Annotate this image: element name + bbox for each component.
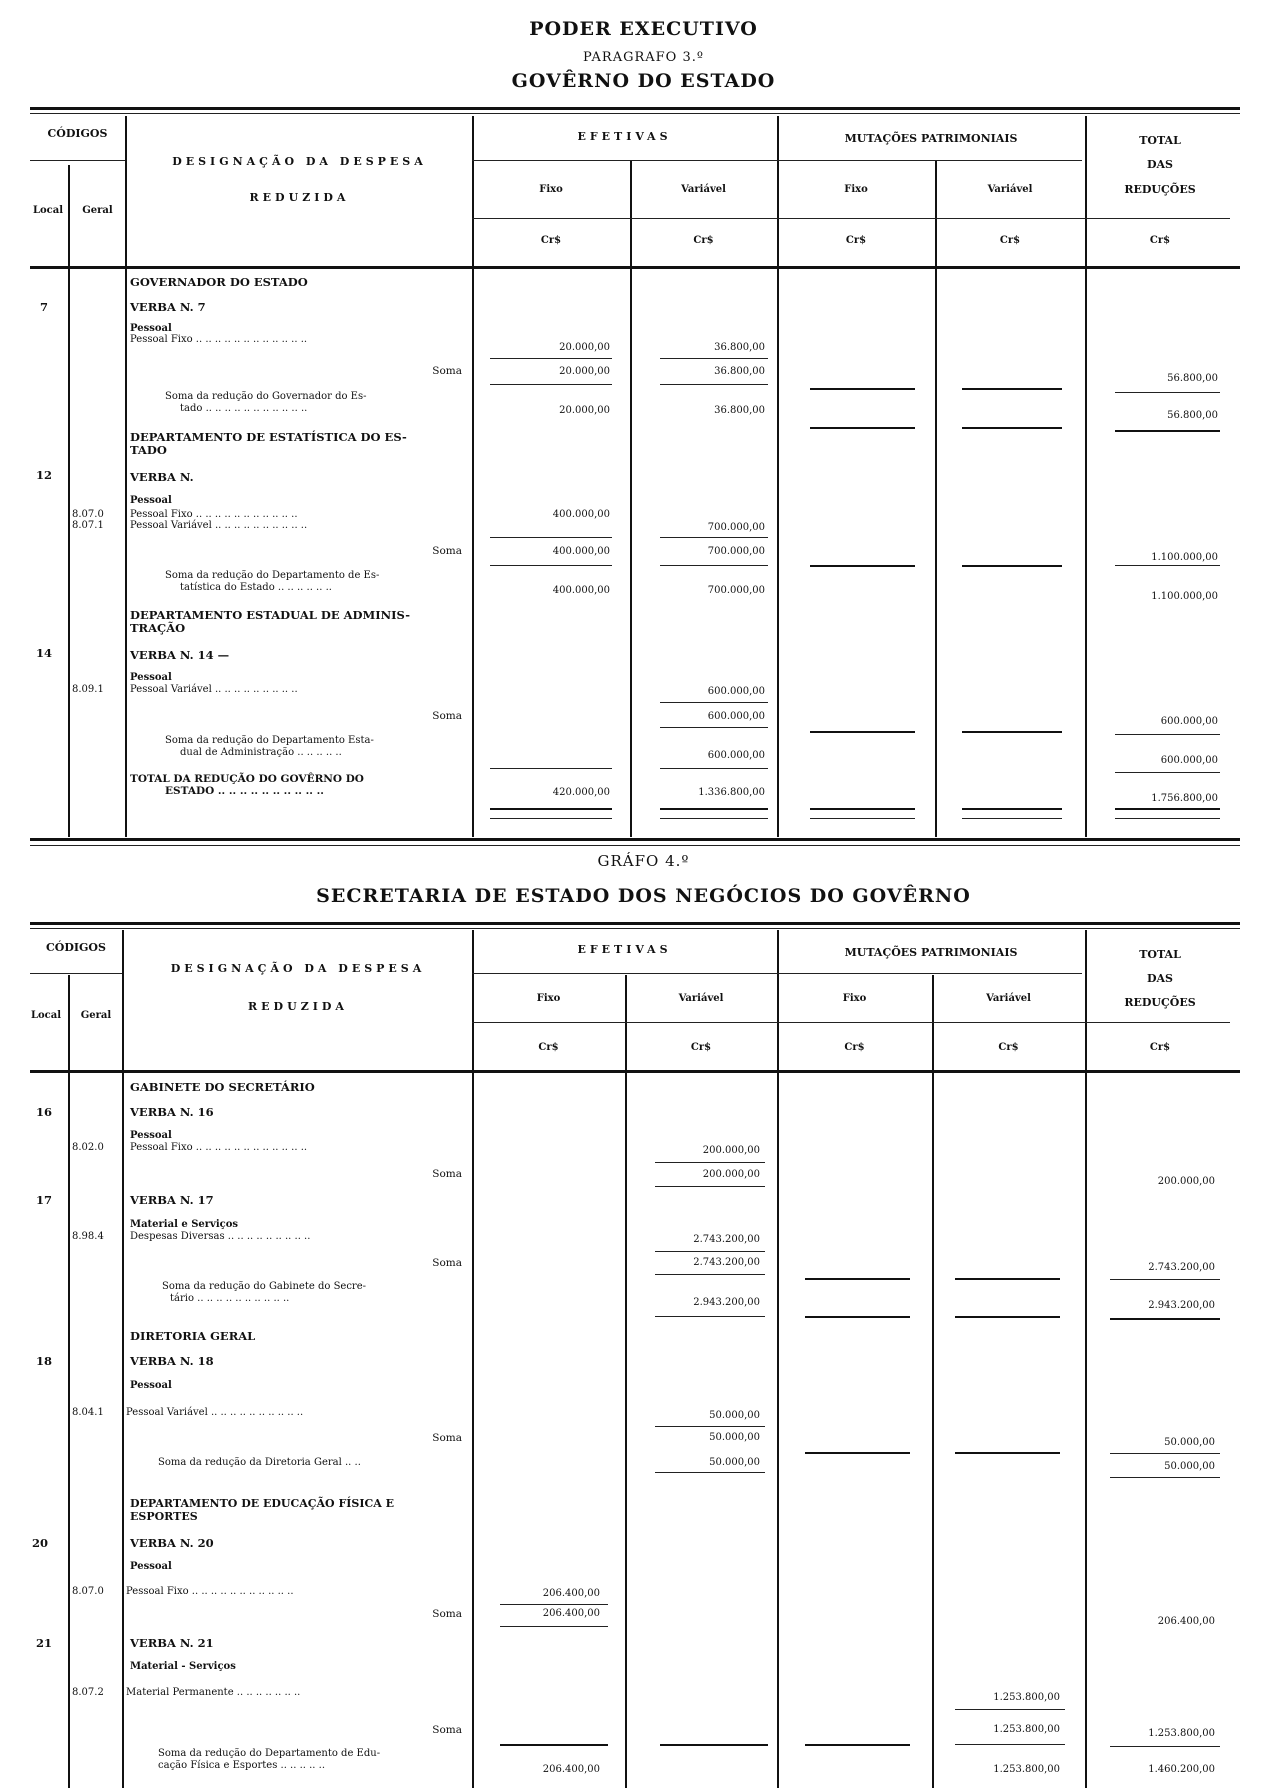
currency-label: Cr$ (538, 1042, 559, 1053)
col-mp-variavel: Variável (986, 993, 1031, 1004)
currency-label: Cr$ (1149, 235, 1171, 246)
col-reduzida: REDUZIDA (248, 1000, 348, 1013)
sum-rule (1110, 1453, 1220, 1454)
soma-label: Soma (432, 365, 462, 377)
line-item: Pessoal Fixo .. .. .. .. .. .. .. .. .. .. .. .. (130, 1142, 308, 1153)
sum-rule (500, 1604, 608, 1605)
total-rule (1115, 430, 1220, 432)
col-rule (125, 116, 127, 837)
col-total: TOTAL (1139, 134, 1181, 147)
page-title: PODER EXECUTIVO (529, 18, 758, 40)
value: 50.000,00 (709, 1457, 760, 1468)
blank-rule (805, 1744, 910, 1746)
value: 600.000,00 (1160, 755, 1218, 766)
col-ef-variavel: Variável (678, 993, 724, 1004)
table1-bottom-rule (30, 838, 1240, 841)
value: 400.000,00 (552, 546, 610, 557)
verba-label: VERBA N. 7 (130, 300, 206, 314)
col-local: Local (30, 1010, 62, 1021)
subtotal-label: dual de Administração .. .. .. .. .. (180, 747, 342, 758)
sum-rule (500, 1626, 608, 1627)
value: 200.000,00 (702, 1169, 760, 1180)
value: 206.400,00 (542, 1608, 600, 1619)
currency-label: Cr$ (1149, 1042, 1171, 1053)
blank-rule (660, 1744, 768, 1746)
total-rule (1115, 808, 1220, 810)
col-codigos: CÓDIGOS (47, 127, 108, 140)
sum-rule (1115, 565, 1220, 566)
geral-code: 8.04.1 (72, 1407, 104, 1418)
value: 206.400,00 (542, 1588, 600, 1599)
value: 420.000,00 (552, 787, 610, 798)
col-reduzida: REDUZIDA (249, 191, 350, 204)
section-heading: ESPORTES (130, 1510, 198, 1523)
sum-rule (660, 727, 768, 728)
sum-rule (955, 1709, 1065, 1710)
col-efetivas: EFETIVAS (577, 130, 672, 143)
col-rule (935, 160, 937, 837)
blank-rule (962, 427, 1062, 429)
soma-label: Soma (432, 1257, 462, 1269)
value: 600.000,00 (707, 711, 765, 722)
value: 56.800,00 (1167, 373, 1218, 384)
geral-code: 8.07.1 (72, 520, 104, 531)
line-item: Despesas Diversas .. .. .. .. .. .. .. .. .. (130, 1231, 311, 1242)
section-heading: TADO (130, 443, 167, 457)
subtotal-label: cação Física e Esportes .. .. .. .. .. (158, 1760, 326, 1771)
col-rule (68, 165, 70, 837)
value: 400.000,00 (552, 509, 610, 520)
verba-code: 16 (36, 1105, 53, 1119)
soma-label: Soma (432, 1724, 462, 1736)
total-rule (490, 818, 612, 819)
blank-rule (955, 1278, 1060, 1280)
sum-rule (490, 537, 612, 538)
verba-label: VERBA N. 18 (130, 1354, 214, 1368)
value: 1.460.200,00 (1148, 1764, 1215, 1775)
value: 200.000,00 (1157, 1176, 1215, 1187)
section-heading: GOVERNADOR DO ESTADO (130, 275, 308, 289)
col-geral: Geral (82, 205, 113, 216)
total-rule (660, 808, 768, 810)
col-reducoes: REDUÇÕES (1124, 183, 1196, 196)
geral-code: 8.02.0 (72, 1142, 104, 1153)
col-rule (472, 160, 1082, 161)
line-item: Pessoal Variável .. .. .. .. .. .. .. .. .. (130, 684, 298, 695)
geral-code: 8.07.0 (72, 509, 104, 520)
blank-rule (810, 388, 915, 390)
table2-header-rule (30, 1070, 1240, 1073)
col-mp-fixo: Fixo (844, 184, 868, 195)
section-title-1: GOVÊRNO DO ESTADO (511, 70, 776, 92)
col-rule (472, 973, 1082, 974)
section-title-2: SECRETARIA DE ESTADO DOS NEGÓCIOS DO GOVÊRNO (316, 885, 971, 907)
line-item: Pessoal Fixo .. .. .. .. .. .. .. .. .. .. .. .. (130, 334, 308, 345)
value: 1.253.800,00 (993, 1692, 1060, 1703)
line-item: Pessoal Variável .. .. .. .. .. .. .. .. .. .. (130, 520, 308, 531)
col-rule (777, 116, 779, 837)
category-label: Pessoal (130, 672, 172, 683)
sum-rule (655, 1251, 765, 1252)
sum-rule (490, 768, 612, 769)
sum-rule (655, 1472, 765, 1473)
category-label: Pessoal (130, 323, 172, 334)
line-item: Material Permanente .. .. .. .. .. .. .. (126, 1687, 301, 1698)
verba-code: 14 (36, 646, 53, 660)
sum-rule (660, 702, 768, 703)
col-rule (625, 975, 627, 1788)
col-rule (1085, 930, 1087, 1788)
geral-code: 8.07.2 (72, 1687, 104, 1698)
sum-rule (1115, 772, 1220, 773)
category-label: Pessoal (130, 1380, 172, 1391)
value: 200.000,00 (702, 1145, 760, 1156)
value: 600.000,00 (707, 750, 765, 761)
category-label: Material e Serviços (130, 1219, 239, 1230)
col-local: Local (32, 205, 64, 216)
col-rule (777, 930, 779, 1788)
col-ef-fixo: Fixo (536, 993, 561, 1004)
grafo-title: GRÁFO 4.º (597, 852, 690, 870)
sum-rule (1110, 1279, 1220, 1280)
verba-label: VERBA N. 20 (130, 1536, 214, 1550)
col-mutacoes: MUTAÇÕES PATRIMONIAIS (844, 946, 1018, 959)
value: 36.800,00 (714, 405, 765, 416)
value: 1.336.800,00 (698, 787, 765, 798)
sum-rule (660, 358, 768, 359)
sum-rule (1110, 1746, 1220, 1747)
col-geral: Geral (80, 1010, 112, 1021)
total-rule (1110, 1318, 1220, 1320)
line-item: Pessoal Fixo .. .. .. .. .. .. .. .. .. .. .. (130, 509, 298, 520)
col-rule (68, 975, 70, 1788)
soma-label: Soma (432, 1432, 462, 1444)
sum-rule (955, 1744, 1065, 1745)
currency-label: Cr$ (845, 235, 867, 246)
value: 1.100.000,00 (1151, 591, 1218, 602)
col-rule (30, 160, 125, 161)
value: 2.943.200,00 (1148, 1300, 1215, 1311)
subtotal-label: tário .. .. .. .. .. .. .. .. .. .. (170, 1293, 290, 1304)
value: 600.000,00 (707, 686, 765, 697)
value: 36.800,00 (714, 342, 765, 353)
total-rule (490, 808, 612, 810)
paragrafo: PARAGRAFO 3.º (582, 50, 704, 65)
value: 2.743.200,00 (693, 1257, 760, 1268)
blank-rule (805, 1452, 910, 1454)
currency-label: Cr$ (999, 235, 1021, 246)
verba-code: 20 (32, 1536, 49, 1550)
total-rule (962, 818, 1062, 819)
value: 1.253.800,00 (993, 1764, 1060, 1775)
geral-code: 8.09.1 (72, 684, 104, 695)
sum-rule (660, 384, 768, 385)
geral-code: 8.98.4 (72, 1231, 104, 1242)
table1-header-rule (30, 266, 1240, 269)
category-label: Material - Serviços (130, 1661, 236, 1672)
value: 1.253.800,00 (993, 1724, 1060, 1735)
col-rule (472, 1022, 1230, 1023)
verba-code: 12 (36, 468, 53, 482)
value: 600.000,00 (1160, 716, 1218, 727)
value: 50.000,00 (709, 1432, 760, 1443)
verba-label: VERBA N. 14 — (130, 648, 230, 662)
blank-rule (805, 1316, 910, 1318)
subtotal-label: Soma da redução da Diretoria Geral .. .. (158, 1457, 361, 1468)
sum-rule (660, 537, 768, 538)
table2-top-rule (30, 922, 1240, 925)
soma-label: Soma (432, 710, 462, 722)
col-reducoes: REDUÇÕES (1124, 996, 1196, 1009)
value: 56.800,00 (1167, 410, 1218, 421)
value: 1.756.800,00 (1151, 793, 1218, 804)
blank-rule (810, 565, 915, 567)
currency-label: Cr$ (540, 235, 562, 246)
section-heading: TRAÇÃO (130, 621, 186, 635)
sum-rule (655, 1274, 765, 1275)
soma-label: Soma (432, 1168, 462, 1180)
grand-total-label: ESTADO .. .. .. .. .. .. .. .. .. .. (165, 785, 324, 797)
col-rule (472, 116, 474, 837)
line-item: Pessoal Fixo .. .. .. .. .. .. .. .. .. .. .. (126, 1586, 294, 1597)
value: 20.000,00 (559, 405, 610, 416)
total-rule (810, 808, 915, 810)
value: 1.253.800,00 (1148, 1728, 1215, 1739)
sum-rule (655, 1162, 765, 1163)
verba-code: 17 (36, 1193, 53, 1207)
value: 700.000,00 (707, 522, 765, 533)
verba-label: VERBA N. 16 (130, 1105, 214, 1119)
value: 50.000,00 (1164, 1437, 1215, 1448)
geral-code: 8.07.0 (72, 1586, 104, 1597)
verba-label: VERBA N. 17 (130, 1193, 214, 1207)
sum-rule (1110, 1477, 1220, 1478)
subtotal-label: Soma da redução do Departamento de Edu- (158, 1748, 381, 1759)
table2-top-rule-thin (30, 928, 1240, 929)
blank-rule (962, 565, 1062, 567)
col-ef-fixo: Fixo (539, 184, 563, 195)
total-rule (660, 818, 768, 819)
col-designacao: DESIGNAÇÃO DA DESPESA (172, 155, 427, 168)
sum-rule (490, 384, 612, 385)
value: 2.743.200,00 (693, 1234, 760, 1245)
sum-rule (660, 768, 768, 769)
table1-top-rule-thin (30, 113, 1240, 114)
blank-rule (810, 731, 915, 733)
col-rule (472, 218, 1230, 219)
line-item: Pessoal Variável .. .. .. .. .. .. .. .. .. .. (126, 1407, 304, 1418)
value: 50.000,00 (1164, 1461, 1215, 1472)
verba-code: 21 (36, 1636, 53, 1650)
category-label: Pessoal (130, 495, 172, 506)
subtotal-label: Soma da redução do Gabinete do Secre- (162, 1281, 367, 1292)
section-heading: DEPARTAMENTO DE ESTATÍSTICA DO ES- (130, 430, 407, 444)
value: 1.100.000,00 (1151, 552, 1218, 563)
col-total: TOTAL (1139, 948, 1181, 961)
col-rule (472, 930, 474, 1788)
value: 50.000,00 (709, 1410, 760, 1421)
value: 400.000,00 (552, 585, 610, 596)
table1-top-rule (30, 107, 1240, 110)
blank-rule (962, 731, 1062, 733)
blank-rule (955, 1452, 1060, 1454)
currency-label: Cr$ (693, 235, 714, 246)
section-heading: GABINETE DO SECRETÁRIO (130, 1080, 315, 1094)
col-das: DAS (1146, 972, 1174, 985)
subtotal-label: Soma da redução do Departamento de Es- (165, 570, 380, 581)
currency-label: Cr$ (690, 1042, 712, 1053)
value: 206.400,00 (542, 1764, 600, 1775)
sum-rule (655, 1316, 765, 1317)
category-label: Pessoal (130, 1130, 172, 1141)
col-das: DAS (1146, 158, 1174, 171)
blank-rule (955, 1316, 1060, 1318)
value: 700.000,00 (707, 546, 765, 557)
col-ef-variavel: Variável (681, 184, 726, 195)
subtotal-label: tado .. .. .. .. .. .. .. .. .. .. .. (180, 403, 308, 414)
col-rule (932, 975, 934, 1788)
value: 206.400,00 (1157, 1616, 1215, 1627)
section-heading: DIRETORIA GERAL (130, 1329, 256, 1343)
section-heading: DEPARTAMENTO ESTADUAL DE ADMINIS- (130, 608, 410, 622)
value: 36.800,00 (714, 366, 765, 377)
value: 700.000,00 (707, 585, 765, 596)
sum-rule (655, 1186, 765, 1187)
soma-label: Soma (432, 1608, 462, 1620)
blank-rule (500, 1744, 608, 1746)
col-mutacoes: MUTAÇÕES PATRIMONIAIS (844, 132, 1018, 145)
total-rule (810, 818, 915, 819)
sum-rule (655, 1426, 765, 1427)
verba-code: 18 (36, 1354, 53, 1368)
soma-label: Soma (432, 545, 462, 557)
col-rule (30, 973, 122, 974)
value: 20.000,00 (559, 366, 610, 377)
blank-rule (962, 388, 1062, 390)
col-efetivas: EFETIVAS (577, 943, 672, 956)
total-rule (962, 808, 1062, 810)
value: 2.743.200,00 (1148, 1262, 1215, 1273)
currency-label: Cr$ (998, 1042, 1019, 1053)
col-rule (122, 930, 124, 1788)
blank-rule (810, 427, 915, 429)
sum-rule (1115, 392, 1220, 393)
col-rule (1085, 116, 1087, 837)
subtotal-label: Soma da redução do Governador do Es- (165, 391, 367, 402)
grand-total-label: TOTAL DA REDUÇÃO DO GOVÊRNO DO (130, 773, 364, 785)
verba-label: VERBA N. (130, 470, 194, 484)
sum-rule (660, 565, 768, 566)
table1-bottom-rule-thin (30, 845, 1240, 846)
blank-rule (805, 1278, 910, 1280)
total-rule (1115, 818, 1220, 819)
col-codigos: CÓDIGOS (46, 941, 106, 954)
sum-rule (1115, 734, 1220, 735)
col-mp-fixo: Fixo (842, 993, 867, 1004)
section-heading: DEPARTAMENTO DE EDUCAÇÃO FÍSICA E (130, 1497, 395, 1510)
sum-rule (490, 358, 612, 359)
verba-label: VERBA N. 21 (130, 1636, 214, 1650)
currency-label: Cr$ (844, 1042, 865, 1053)
subtotal-label: tatística do Estado .. .. .. .. .. .. (180, 582, 332, 593)
col-rule (630, 160, 632, 837)
col-mp-variavel: Variável (987, 184, 1033, 195)
subtotal-label: Soma da redução do Departamento Esta- (165, 735, 374, 746)
col-designacao: DESIGNAÇÃO DA DESPESA (170, 962, 426, 975)
verba-code: 7 (40, 300, 49, 314)
value: 2.943.200,00 (693, 1297, 760, 1308)
category-label: Pessoal (130, 1561, 172, 1572)
sum-rule (490, 565, 612, 566)
value: 20.000,00 (559, 342, 610, 353)
